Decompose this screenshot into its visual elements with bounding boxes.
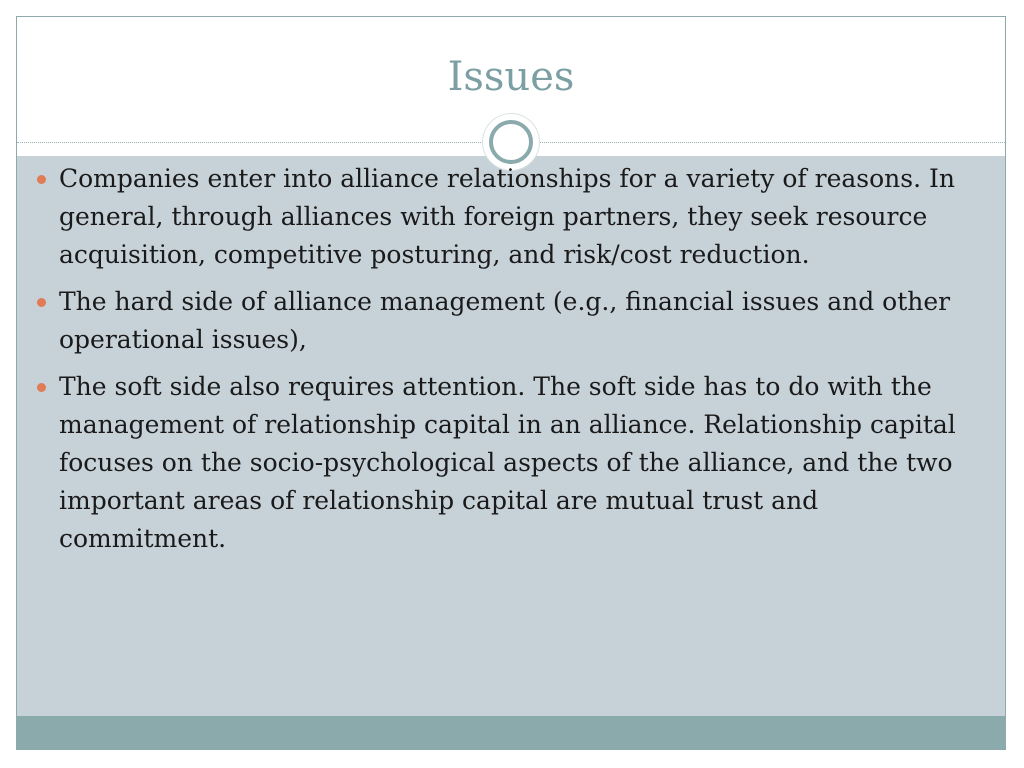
bullet-dot-icon (37, 383, 46, 392)
bullet-dot-icon (37, 175, 46, 184)
bullet-text: Companies enter into alliance relationships for a variety of reasons. In general, through alliances with foreign partners, they seek resource acquisition, competitive posturing, and risk/cost reduction. (59, 164, 955, 269)
bullet-item (36, 283, 958, 359)
bullet-text: The soft side also requires attention. The soft side has to do with the management of relationship capital in an alliance. Relationship capital focuses on the socio-psychological aspects of the alliance, and the two important areas of relationship capital are mutual trust and commitment. (59, 372, 956, 553)
slide-title: Issues (447, 54, 575, 100)
bullet-item (36, 160, 958, 274)
bullet-text: The hard side of alliance management (e.g., financial issues and other operational issues), (59, 287, 951, 354)
bullet-dot-icon (37, 298, 46, 307)
footer-band (17, 716, 1005, 750)
bullet-item (36, 368, 958, 558)
divider-ring-icon (489, 120, 533, 164)
bullet-list (36, 160, 958, 567)
